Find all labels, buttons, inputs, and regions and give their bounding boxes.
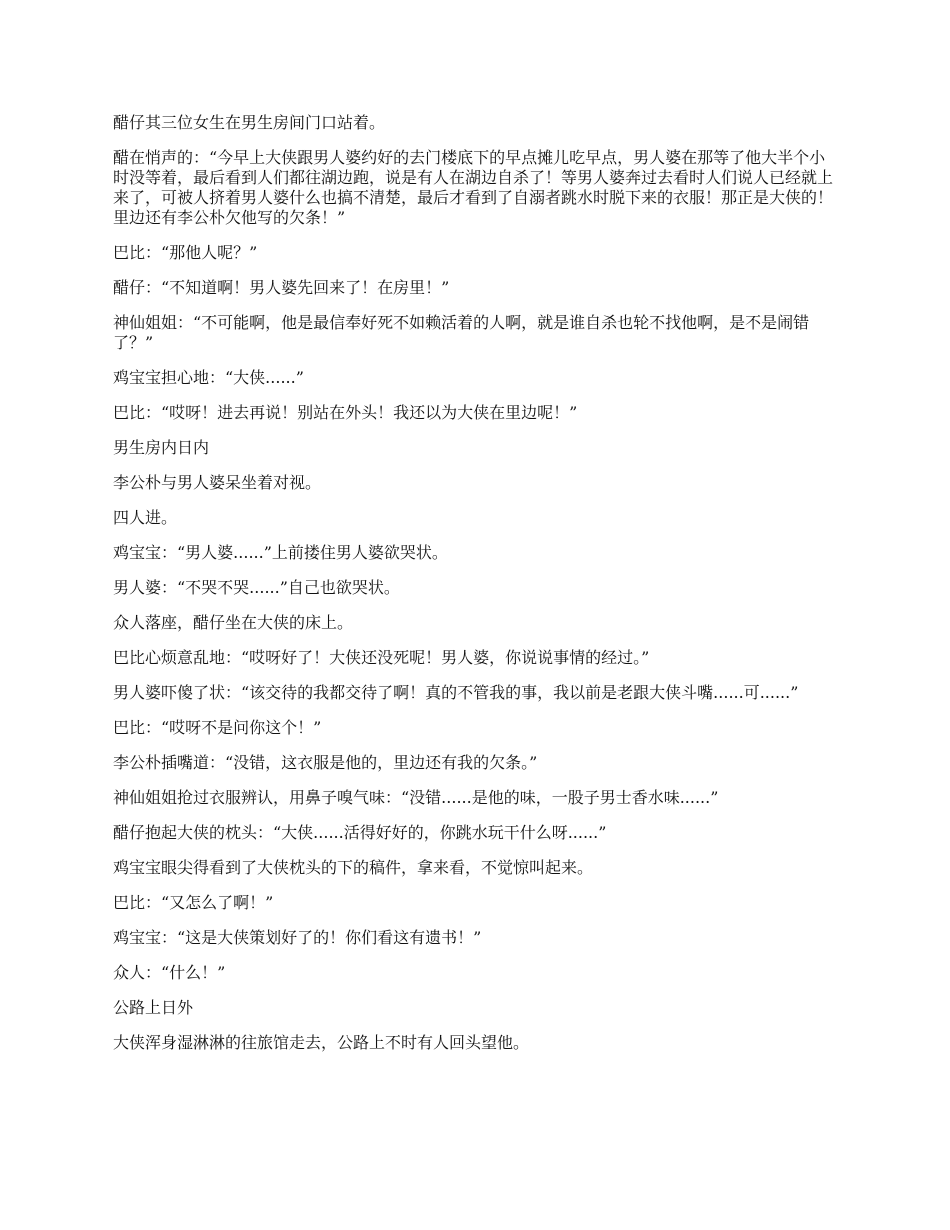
- paragraph: 鸡宝宝：“男人婆......”上前搂住男人婆欲哭状。: [113, 543, 448, 562]
- paragraph: 巴比：“哎呀！进去再说！别站在外头！我还以为大侠在里边呢！”: [113, 403, 578, 422]
- paragraph: 神仙姐姐：“不可能啊，他是最信奉好死不如赖活着的人啊，就是谁自杀也轮不找他啊，是不是闹错了？”: [113, 313, 810, 352]
- paragraph: 四人进。: [113, 508, 178, 527]
- paragraph: 众人落座，醋仔坐在大侠的床上。: [113, 613, 354, 632]
- scene-heading: 男生房内日内: [113, 438, 210, 457]
- paragraph: 男人婆吓傻了状：“该交待的我都交待了啊！真的不管我的事，我以前是老跟大侠斗嘴......可......”: [113, 683, 799, 702]
- paragraph: 男人婆：“不哭不哭......”自己也欲哭状。: [113, 578, 400, 597]
- paragraph: 醋仔：“不知道啊！男人婆先回来了！在房里！”: [113, 278, 450, 297]
- paragraph: 鸡宝宝：“这是大侠策划好了的！你们看这有遗书！”: [113, 928, 482, 947]
- paragraph: 鸡宝宝担心地：“大侠......”: [113, 368, 304, 387]
- paragraph: 神仙姐姐抢过衣服辨认，用鼻子嗅气味：“没错......是他的味，一股子男士香水味......”: [113, 788, 719, 807]
- scene-heading: 公路上日外: [113, 998, 194, 1017]
- paragraph: 醋仔其三位女生在男生房间门口站着。: [113, 113, 386, 132]
- paragraph: 醋在悄声的：“今早上大侠跟男人婆约好的去门楼底下的早点摊儿吃早点，男人婆在那等了他大半个小时没等着，最后看到人们都往湖边跑，说是有人在湖边自杀了！等男人婆奔过去看时人们说人已经就上来了，可被人挤着男人婆什么也搞不清楚，最后才看到了自溺者跳水时脱下来的衣服！那正是大侠的！里边还有李公朴欠他写的欠条！”: [113, 148, 834, 227]
- paragraph: 鸡宝宝眼尖得看到了大侠枕头的下的稿件，拿来看，不觉惊叫起来。: [113, 858, 594, 877]
- paragraph: 大侠浑身湿淋淋的往旅馆走去，公路上不时有人回头望他。: [113, 1033, 530, 1052]
- paragraph: 醋仔抱起大侠的枕头：“大侠......活得好好的，你跳水玩干什么呀......”: [113, 823, 607, 842]
- paragraph: 众人：“什么！”: [113, 963, 226, 982]
- paragraph: 巴比：“哎呀不是问你这个！”: [113, 718, 322, 737]
- paragraph: 李公朴插嘴道：“没错，这衣服是他的，里边还有我的欠条。”: [113, 753, 538, 772]
- paragraph: 巴比：“又怎么了啊！”: [113, 893, 274, 912]
- paragraph: 李公朴与男人婆呆坐着对视。: [113, 473, 322, 492]
- paragraph: 巴比心烦意乱地：“哎呀好了！大侠还没死呢！男人婆，你说说事情的经过。”: [113, 648, 650, 667]
- document-body: [113, 113, 840, 1068]
- paragraph: 巴比：“那他人呢？”: [113, 243, 258, 262]
